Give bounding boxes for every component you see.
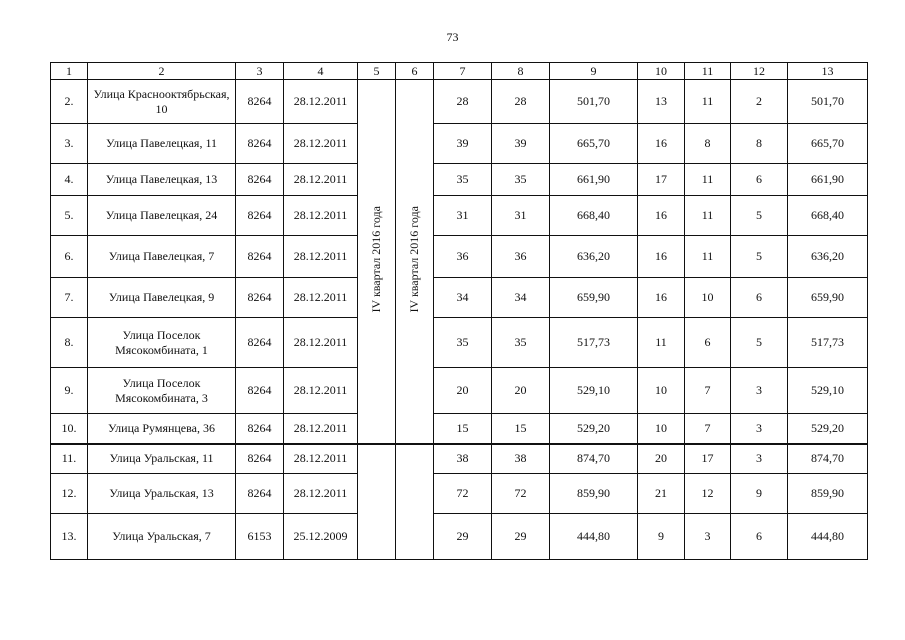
value-cell: 31 (434, 196, 492, 236)
row-number-cell: 8. (51, 318, 88, 368)
value-cell: 874,70 (550, 444, 638, 474)
address-cell: Улица Краснооктябрьская, 10 (88, 80, 236, 124)
value-cell: 21 (638, 474, 685, 514)
value-cell: 2 (731, 80, 788, 124)
address-cell: Улица Уральская, 11 (88, 444, 236, 474)
value-cell: 3 (731, 414, 788, 444)
value-cell: 5 (731, 318, 788, 368)
value-cell: 3 (685, 514, 731, 560)
table-row (51, 164, 868, 196)
value-cell: 529,10 (550, 368, 638, 414)
table-row (51, 318, 868, 368)
value-cell: 501,70 (788, 80, 868, 124)
row-number-cell: 7. (51, 278, 88, 318)
value-cell: 659,90 (788, 278, 868, 318)
date-cell: 28.12.2011 (284, 80, 358, 124)
table-row (51, 444, 868, 474)
value-cell: 10 (685, 278, 731, 318)
value-cell: 7 (685, 368, 731, 414)
value-cell: 529,20 (550, 414, 638, 444)
value-cell: 35 (492, 164, 550, 196)
date-cell: 28.12.2011 (284, 124, 358, 164)
table-row (51, 196, 868, 236)
table-row (51, 236, 868, 278)
value-cell: 444,80 (788, 514, 868, 560)
value-cell: 29 (492, 514, 550, 560)
value-cell: 35 (492, 318, 550, 368)
value-cell: 28 (492, 80, 550, 124)
code-cell: 8264 (236, 414, 284, 444)
header-cell: 6 (396, 63, 434, 80)
row-number-cell: 6. (51, 236, 88, 278)
value-cell: 6 (731, 514, 788, 560)
period-cell (358, 80, 396, 444)
value-cell: 5 (731, 236, 788, 278)
value-cell: 31 (492, 196, 550, 236)
header-cell: 10 (638, 63, 685, 80)
value-cell: 9 (638, 514, 685, 560)
value-cell: 665,70 (550, 124, 638, 164)
header-cell: 13 (788, 63, 868, 80)
value-cell: 859,90 (550, 474, 638, 514)
table-row (51, 278, 868, 318)
value-cell: 517,73 (788, 318, 868, 368)
value-cell: 10 (638, 414, 685, 444)
address-cell: Улица Павелецкая, 11 (88, 124, 236, 164)
header-cell: 3 (236, 63, 284, 80)
date-cell: 28.12.2011 (284, 444, 358, 474)
value-cell: 36 (492, 236, 550, 278)
value-cell: 8 (731, 124, 788, 164)
value-cell: 859,90 (788, 474, 868, 514)
value-cell: 6 (731, 278, 788, 318)
header-row (51, 63, 868, 80)
value-cell: 16 (638, 236, 685, 278)
value-cell: 15 (434, 414, 492, 444)
header-cell: 1 (51, 63, 88, 80)
table-row (51, 474, 868, 514)
header-cell: 5 (358, 63, 396, 80)
header-cell: 8 (492, 63, 550, 80)
header-cell: 12 (731, 63, 788, 80)
value-cell: 16 (638, 196, 685, 236)
page-number: 73 (446, 30, 459, 44)
value-cell: 529,20 (788, 414, 868, 444)
row-number-cell: 4. (51, 164, 88, 196)
value-cell: 8 (685, 124, 731, 164)
date-cell: 28.12.2011 (284, 414, 358, 444)
value-cell: 17 (638, 164, 685, 196)
value-cell: 3 (731, 444, 788, 474)
address-cell: Улица Павелецкая, 9 (88, 278, 236, 318)
table-row (51, 124, 868, 164)
value-cell: 29 (434, 514, 492, 560)
value-cell: 39 (434, 124, 492, 164)
value-cell: 668,40 (550, 196, 638, 236)
code-cell: 8264 (236, 236, 284, 278)
value-cell: 10 (638, 368, 685, 414)
address-cell: Улица Павелецкая, 24 (88, 196, 236, 236)
period-label: IV квартал 2016 года (369, 206, 383, 313)
value-cell: 3 (731, 368, 788, 414)
address-cell: Улица Уральская, 7 (88, 514, 236, 560)
address-cell: Улица Павелецкая, 7 (88, 236, 236, 278)
value-cell: 661,90 (550, 164, 638, 196)
date-cell: 28.12.2011 (284, 318, 358, 368)
code-cell: 8264 (236, 196, 284, 236)
date-cell: 28.12.2011 (284, 236, 358, 278)
row-number-cell: 5. (51, 196, 88, 236)
code-cell: 8264 (236, 124, 284, 164)
code-cell: 6153 (236, 514, 284, 560)
value-cell: 12 (685, 474, 731, 514)
value-cell: 6 (731, 164, 788, 196)
value-cell: 874,70 (788, 444, 868, 474)
value-cell: 501,70 (550, 80, 638, 124)
address-cell: Улица Уральская, 13 (88, 474, 236, 514)
value-cell: 517,73 (550, 318, 638, 368)
date-cell: 25.12.2009 (284, 514, 358, 560)
empty-period-cell (358, 444, 396, 560)
value-cell: 13 (638, 80, 685, 124)
header-cell: 7 (434, 63, 492, 80)
row-number-cell: 2. (51, 80, 88, 124)
value-cell: 661,90 (788, 164, 868, 196)
value-cell: 11 (685, 236, 731, 278)
code-cell: 8264 (236, 444, 284, 474)
table-row (51, 514, 868, 560)
row-number-cell: 11. (51, 444, 88, 474)
code-cell: 8264 (236, 474, 284, 514)
table-row (51, 368, 868, 414)
value-cell: 11 (638, 318, 685, 368)
value-cell: 11 (685, 80, 731, 124)
period-label: IV квартал 2016 года (407, 206, 421, 313)
address-cell: Улица Поселок Мясокомбината, 3 (88, 368, 236, 414)
code-cell: 8264 (236, 278, 284, 318)
value-cell: 529,10 (788, 368, 868, 414)
value-cell: 34 (492, 278, 550, 318)
value-cell: 5 (731, 196, 788, 236)
value-cell: 444,80 (550, 514, 638, 560)
header-cell: 4 (284, 63, 358, 80)
value-cell: 39 (492, 124, 550, 164)
row-number-cell: 9. (51, 368, 88, 414)
value-cell: 16 (638, 124, 685, 164)
value-cell: 659,90 (550, 278, 638, 318)
value-cell: 20 (492, 368, 550, 414)
value-cell: 34 (434, 278, 492, 318)
value-cell: 665,70 (788, 124, 868, 164)
value-cell: 7 (685, 414, 731, 444)
row-number-cell: 3. (51, 124, 88, 164)
code-cell: 8264 (236, 164, 284, 196)
date-cell: 28.12.2011 (284, 278, 358, 318)
table-row (51, 414, 868, 444)
date-cell: 28.12.2011 (284, 196, 358, 236)
value-cell: 36 (434, 236, 492, 278)
row-number-cell: 10. (51, 414, 88, 444)
header-cell: 2 (88, 63, 236, 80)
code-cell: 8264 (236, 80, 284, 124)
value-cell: 38 (434, 444, 492, 474)
value-cell: 636,20 (788, 236, 868, 278)
date-cell: 28.12.2011 (284, 474, 358, 514)
value-cell: 38 (492, 444, 550, 474)
header-cell: 11 (685, 63, 731, 80)
value-cell: 11 (685, 196, 731, 236)
address-cell: Улица Румянцева, 36 (88, 414, 236, 444)
value-cell: 20 (434, 368, 492, 414)
value-cell: 35 (434, 164, 492, 196)
value-cell: 636,20 (550, 236, 638, 278)
address-cell: Улица Павелецкая, 13 (88, 164, 236, 196)
value-cell: 15 (492, 414, 550, 444)
value-cell: 9 (731, 474, 788, 514)
value-cell: 11 (685, 164, 731, 196)
data-table (50, 62, 868, 560)
date-cell: 28.12.2011 (284, 164, 358, 196)
address-cell: Улица Поселок Мясокомбината, 1 (88, 318, 236, 368)
value-cell: 20 (638, 444, 685, 474)
value-cell: 35 (434, 318, 492, 368)
value-cell: 28 (434, 80, 492, 124)
empty-period-cell (396, 444, 434, 560)
value-cell: 72 (492, 474, 550, 514)
header-cell: 9 (550, 63, 638, 80)
period-cell (396, 80, 434, 444)
row-number-cell: 13. (51, 514, 88, 560)
value-cell: 16 (638, 278, 685, 318)
date-cell: 28.12.2011 (284, 368, 358, 414)
code-cell: 8264 (236, 318, 284, 368)
value-cell: 17 (685, 444, 731, 474)
value-cell: 6 (685, 318, 731, 368)
value-cell: 668,40 (788, 196, 868, 236)
row-number-cell: 12. (51, 474, 88, 514)
value-cell: 72 (434, 474, 492, 514)
table-row (51, 80, 868, 124)
code-cell: 8264 (236, 368, 284, 414)
